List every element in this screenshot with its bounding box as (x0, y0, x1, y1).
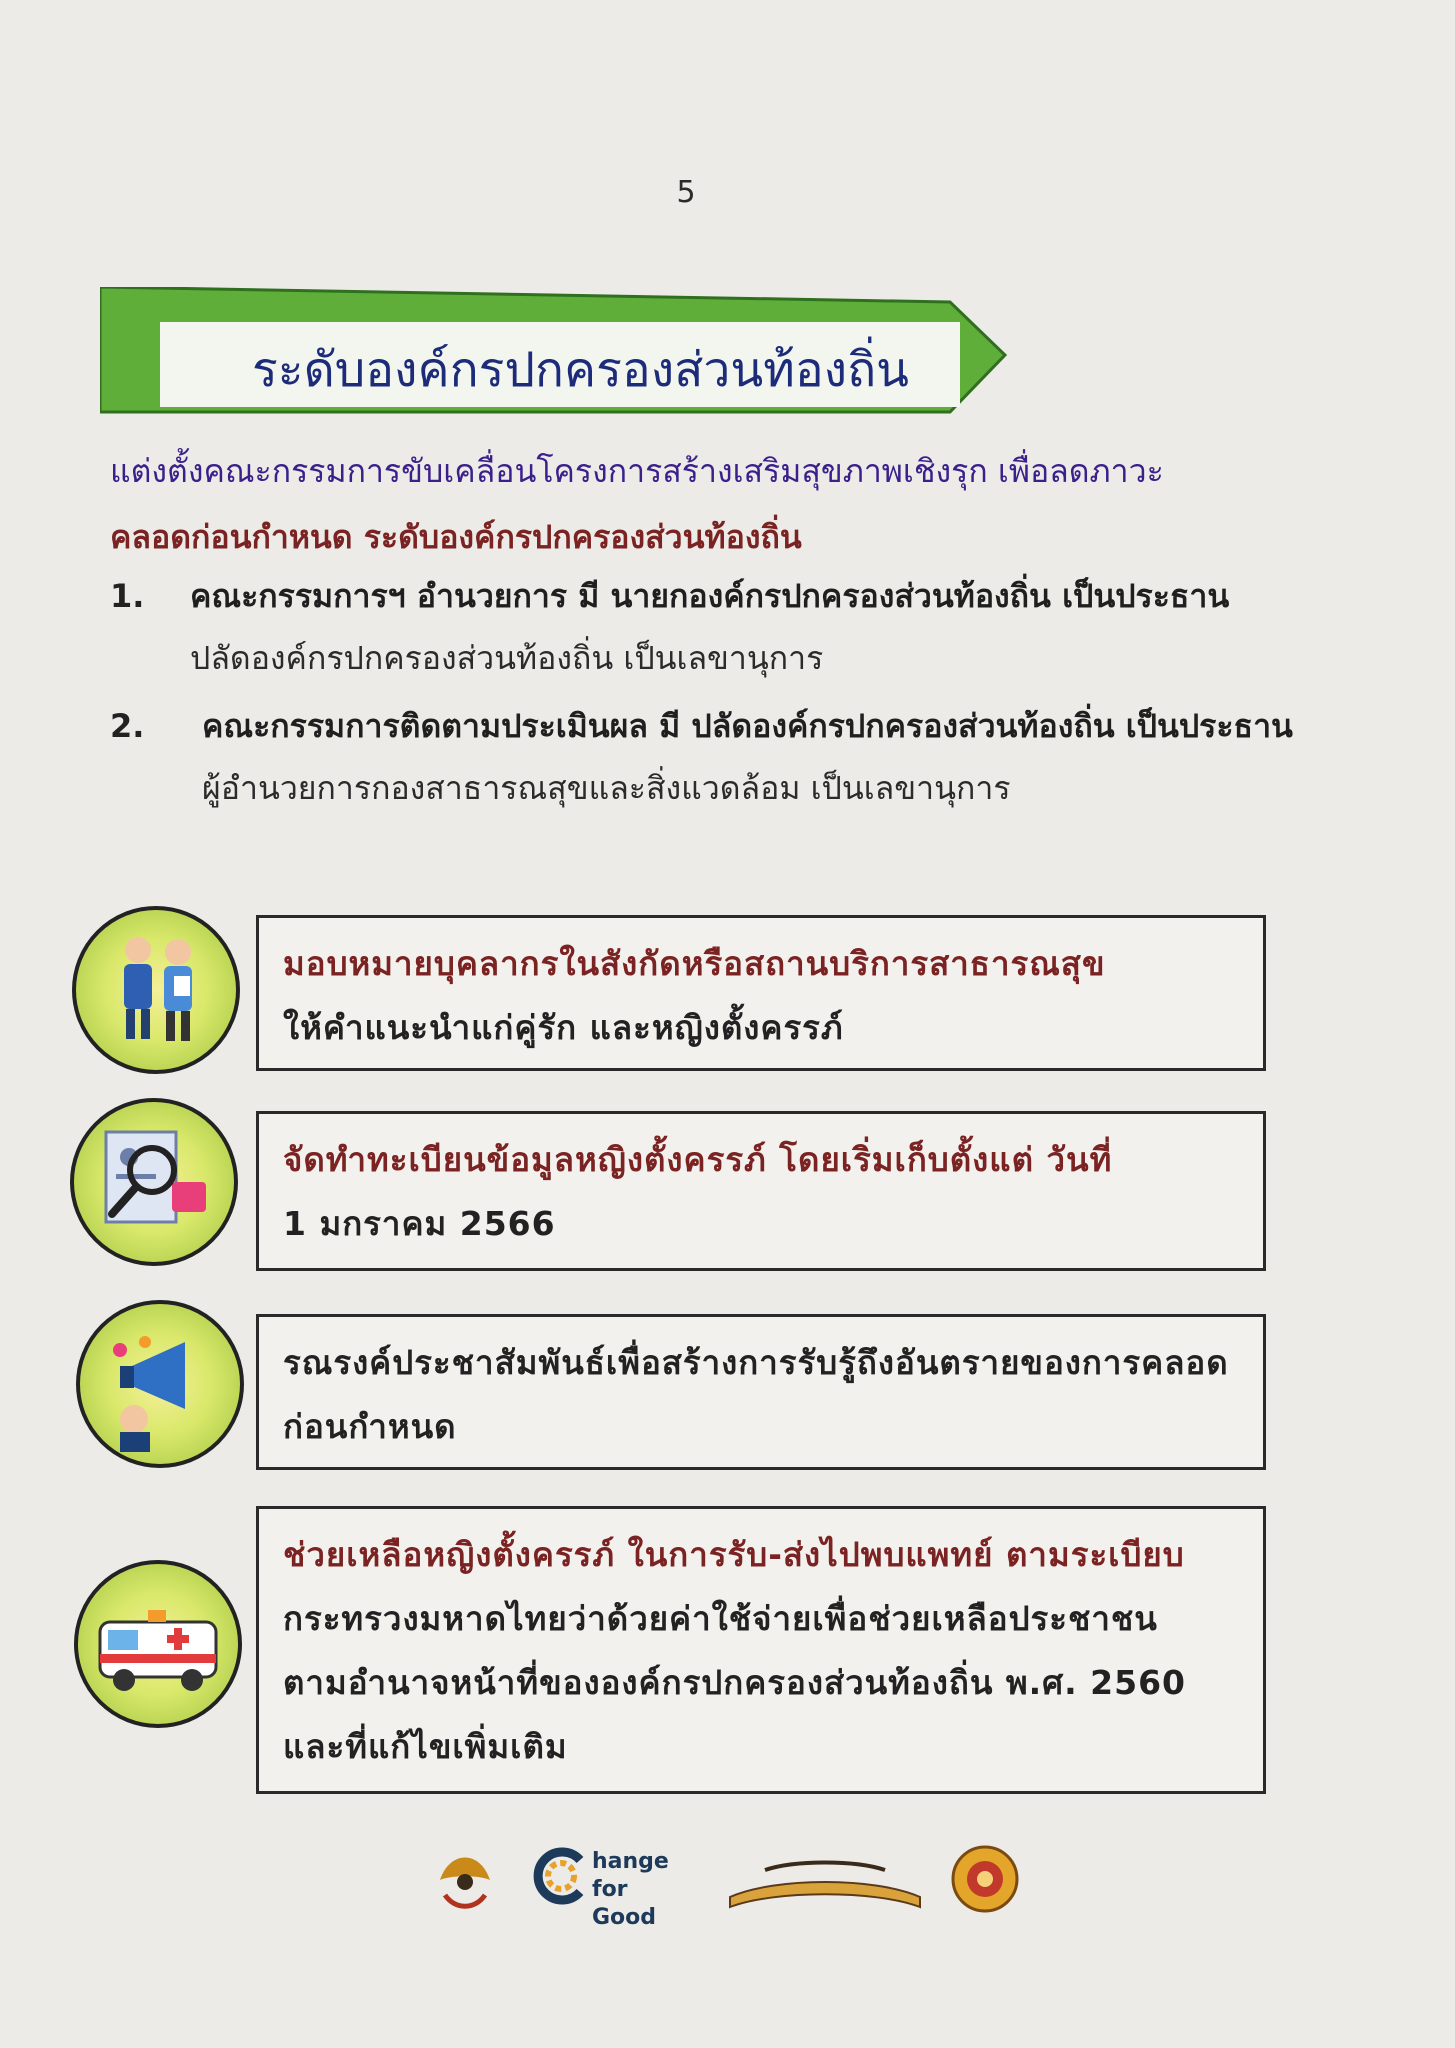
action-line-2: 1 มกราคม 2566 (283, 1204, 556, 1243)
action-line-1: ช่วยเหลือหญิงตั้งครรภ์ ในการรับ-ส่งไปพบแพทย์ ตามระเบียบ (283, 1535, 1185, 1574)
logo-text-line-2: for Good (592, 1877, 657, 1930)
intro-line-1: แต่งตั้งคณะกรรมการขับเคลื่อนโครงการสร้างเสริมสุขภาพเชิงรุก เพื่อลดภาวะ (110, 452, 1164, 490)
action-line-3: ตามอำนาจหน้าที่ขององค์กรปกครองส่วนท้องถิ่น พ.ศ. 2560 (283, 1663, 1186, 1702)
footer-logos (430, 1840, 1030, 1930)
intro-line-2: คลอดก่อนกำหนด ระดับองค์กรปกครองส่วนท้องถิ่น (110, 518, 802, 556)
staff-pair-icon (72, 906, 240, 1074)
action-line-2: ก่อนกำหนด (283, 1407, 457, 1446)
committee-secretary: ผู้อำนวยการกองสาธารณสุขและสิ่งแวดล้อม เป็นเลขานุการ (202, 769, 1011, 807)
action-line-4: และที่แก้ไขเพิ่มเติม (283, 1727, 568, 1766)
intro-paragraph (110, 438, 1310, 570)
ambulance-icon (74, 1560, 242, 1728)
committee-secretary: ปลัดองค์กรปกครองส่วนท้องถิ่น เป็นเลขานุการ (190, 639, 824, 677)
provincial-seal-icon (950, 1844, 1020, 1918)
action-line-2: กระทรวงมหาดไทยว่าด้วยค่าใช้จ่ายเพื่อช่วยเหลือประชาชน (283, 1599, 1158, 1638)
megaphone-icon (76, 1300, 244, 1468)
committee-number: 1. (110, 577, 145, 615)
action-line-1: จัดทำทะเบียนข้อมูลหญิงตั้งครรภ์ โดยเริ่มเก็บตั้งแต่ วันที่ (283, 1140, 1113, 1179)
action-box-4 (256, 1506, 1266, 1794)
committee-title: คณะกรรมการฯ อำนวยการ มี นายกองค์กรปกครองส่วนท้องถิ่น เป็นประธาน (190, 577, 1230, 615)
action-box-3 (256, 1314, 1266, 1470)
ratchaburi-emblem-icon (430, 1840, 500, 1924)
committee-number: 2. (110, 707, 145, 745)
action-line-2: ให้คำแนะนำแก่คู่รัก และหญิงตั้งครรภ์ (283, 1008, 844, 1047)
section-banner (100, 287, 1010, 419)
action-line-1: มอบหมายบุคลากรในสังกัดหรือสถานบริการสาธารณสุข (283, 944, 1106, 983)
banner-title: ระดับองค์กรปกครองส่วนท้องถิ่น (252, 342, 909, 398)
action-box-2 (256, 1111, 1266, 1271)
logo-text-line-1: hange (592, 1849, 669, 1874)
page-number: 5 (676, 175, 696, 210)
action-line-1: รณรงค์ประชาสัมพันธ์เพื่อสร้างการรับรู้ถึงอันตรายของการคลอด (283, 1343, 1229, 1382)
committee-title: คณะกรรมการติดตามประเมินผล มี ปลัดองค์กรปกครองส่วนท้องถิ่น เป็นประธาน (202, 707, 1293, 745)
registry-search-icon (70, 1098, 238, 1266)
change-for-good-logo (530, 1846, 669, 1930)
health-office-banner-icon (725, 1852, 925, 1916)
sdg-wheel-icon (530, 1846, 590, 1906)
action-box-1 (256, 915, 1266, 1071)
